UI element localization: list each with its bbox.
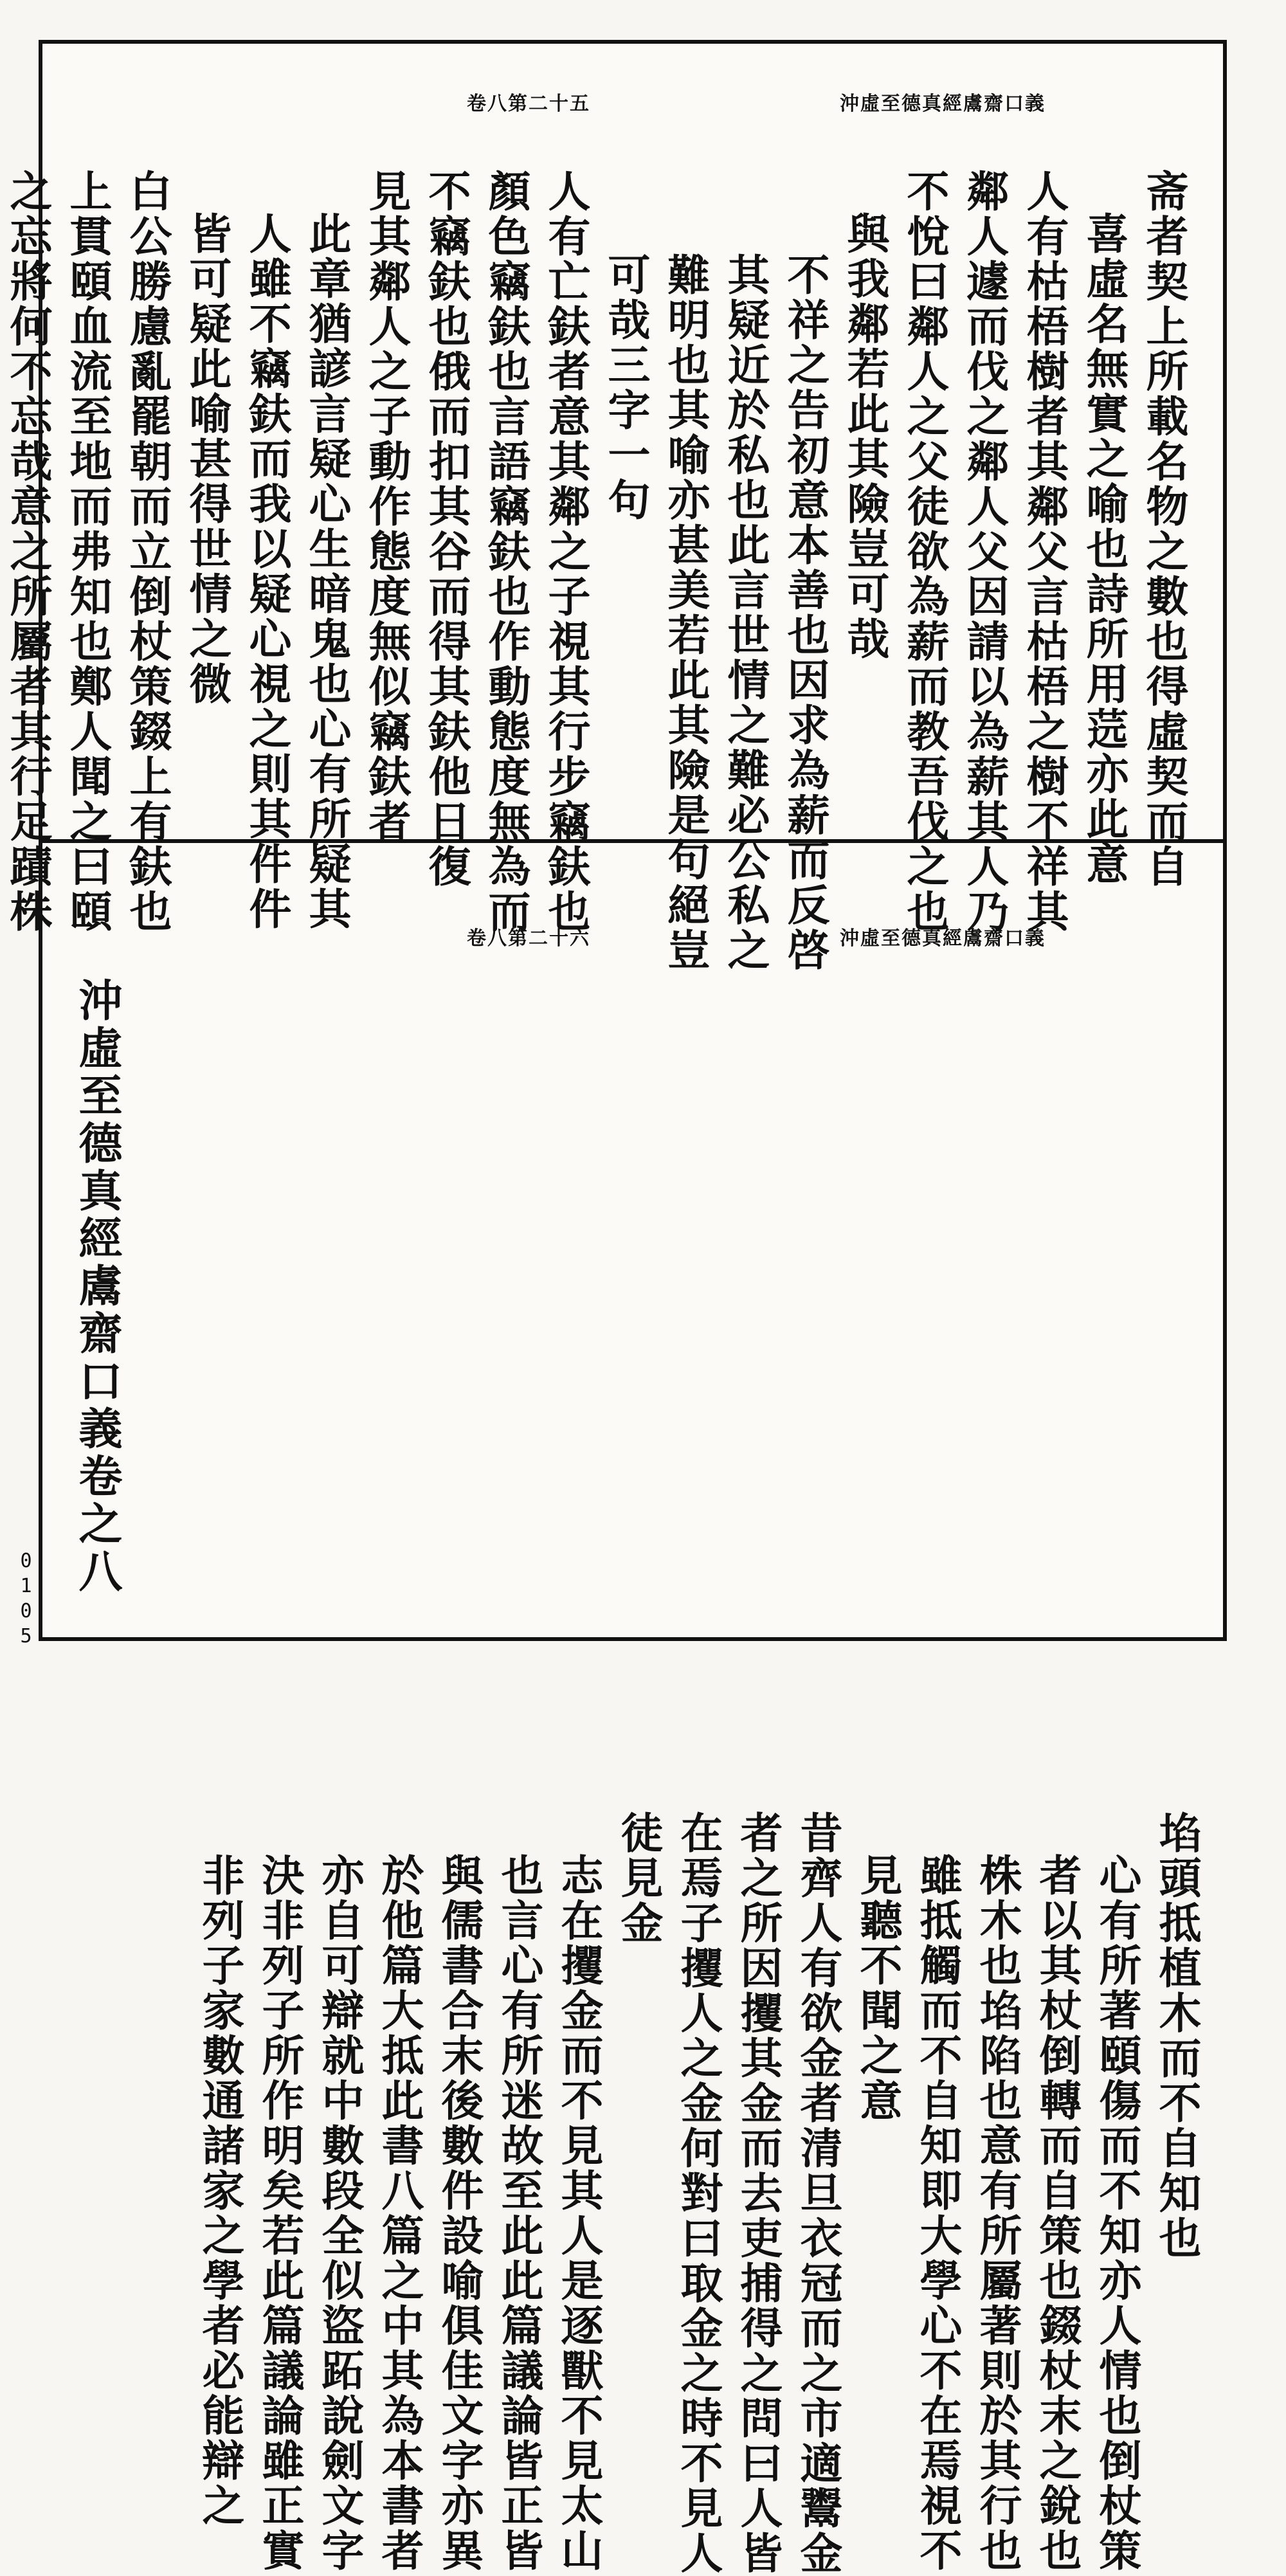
bottom-page [42,843,1223,2576]
text-column: 此章猶諺言疑心生暗鬼也心有所疑其 [302,212,352,932]
text-column: 顏色竊鈇也言語竊鈇也作動態度無為而 [481,169,531,934]
text-column: 人有亡鈇者意其鄰之子視其行步竊鈇也 [541,169,591,934]
running-head-title: 沖虛至德真經鬳齋口義 [840,927,1046,950]
text-column: 人有枯梧樹者其鄰父言枯梧之樹不祥其 [1019,169,1069,934]
text-column: 鄰人遽而伐之鄰人父因請以為薪其人乃 [959,169,1010,934]
text-column: 於他篇大抵此書八篇之中其為本書者 [374,1853,424,2573]
text-column: 之忘將何不忘哉意之所屬者其行足蹟株 [3,169,53,934]
text-column: 心有所著頤傷而不知亦人情也倒杖策 [1092,1853,1142,2573]
text-column: 決非列子所作明矣若此篇議論雖正實 [255,1853,305,2573]
text-column: 不悅曰鄰人之父徒欲為薪而教吾伐之也 [900,169,950,934]
text-column: 昔齊人有欲金者清旦衣冠而之市適鬻金 [793,1811,843,2576]
running-head-folio: 卷八第二十五 [467,93,590,115]
running-head-bottom [467,923,1046,949]
text-column: 見聽不聞之意 [853,1853,903,2123]
text-column: 其疑近於私也此言世情之難必公私之 [720,253,770,973]
margin-page-number: 0105 [15,1550,37,1650]
text-column: 喜虛名無實之喻也詩所用䓕亦此意 [1079,212,1129,887]
text-column: 株木也埳陷也意有所屬著則於其行也 [972,1853,1022,2573]
text-column: 者之所因攫其金而去吏捕得之問曰人皆 [733,1811,783,2576]
text-column: 與儒書合末後數件設喻俱佳文字亦異 [434,1853,484,2573]
running-head-top [467,89,1046,114]
text-column: 與我鄰若此其險豈可哉 [840,212,890,662]
book-title: 沖虛至德真經鬳齋口義卷之八 [71,977,123,1596]
text-column: 在焉子攫人之金何對曰取金之時不見人 [673,1811,723,2576]
text-column: 人雖不竊鈇而我以疑心視之則其件件 [242,212,292,932]
text-column: 雖抵觸而不自知即大學心不在焉視不 [912,1853,963,2573]
text-column: 難明也其喻亦甚美若此其險是句絕豈 [660,253,711,973]
text-column: 埳頭抵植木而不自知也 [1152,1811,1202,2261]
text-column: 上貫頤血流至地而弗知也鄭人聞之曰頤 [62,169,113,934]
text-column: 非列子家數通諸家之學者必能辯之 [195,1853,245,2528]
text-column: 見其鄰人之子動作態度無似竊鈇者 [361,169,412,844]
bottom-text-columns [100,1811,1206,2576]
running-head-title: 沖虛至德真經鬳齋口義 [840,93,1046,115]
text-column: 不竊鈇也俄而扣其谷而得其鈇他日復 [421,169,471,889]
running-head-folio: 卷八第二十六 [467,927,590,950]
text-column: 斋者契上所載名物之數也得虛契而自 [1139,169,1189,889]
text-column: 可哉三字一句 [601,253,651,523]
text-column: 者以其杖倒轉而自策也錣杖末之銳也 [1032,1853,1082,2573]
text-column: 也言心有所迷故至此此篇議論皆正皆 [494,1853,544,2573]
text-column: 皆可疑此喻甚得世情之微 [182,212,232,707]
text-column: 白公勝慮亂罷朝而立倒杖策錣上有鈇也 [122,169,172,934]
text-column: 志在攫金而不見其人是逐獸不見太山 [554,1853,604,2573]
text-column: 亦自可辯就中數段全似盜跖說劍文字 [314,1853,365,2573]
text-column: 徒見金 [613,1811,664,1946]
text-column: 不祥之告初意本善也因求為薪而反啓 [780,253,830,973]
